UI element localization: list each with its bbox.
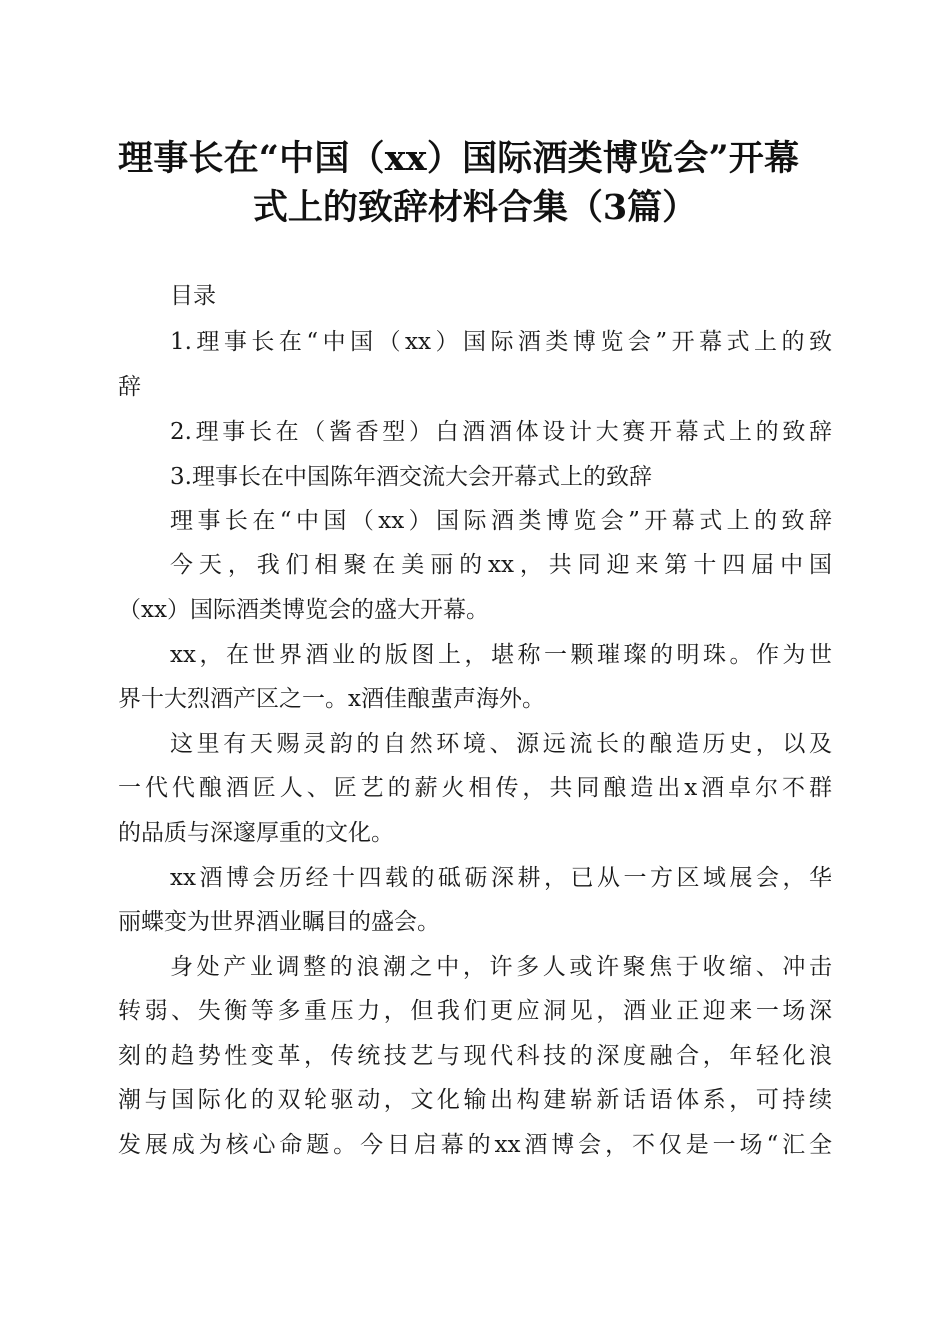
paragraph-line: 转弱、失衡等多重压力，但我们更应洞见，酒业正迎来一场深 [118, 998, 832, 1024]
toc-heading: 目录 [170, 283, 216, 309]
paragraph-line: （xx）国际酒类博览会的盛大开幕。 [118, 597, 489, 623]
toc-item-1: 1.理事长在“中国（xx）国际酒类博览会”开幕式上的致 [170, 329, 832, 355]
paragraph-line: xx，在世界酒业的版图上，堪称一颗璀璨的明珠。作为世 [170, 642, 832, 668]
document-title-line-1: 理事长在“中国（xx）国际酒类博览会”开幕 [118, 138, 800, 179]
paragraph-line: 今天，我们相聚在美丽的xx，共同迎来第十四届中国 [170, 552, 832, 578]
paragraph-line: 刻的趋势性变革，传统技艺与现代科技的深度融合，年轻化浪 [118, 1043, 832, 1069]
paragraph-line: 潮与国际化的双轮驱动，文化输出构建崭新话语体系，可持续 [118, 1087, 832, 1113]
paragraph-line: 界十大烈酒产区之一。x酒佳酿蜚声海外。 [118, 686, 545, 712]
paragraph-line: 身处产业调整的浪潮之中，许多人或许聚焦于收缩、冲击 [170, 954, 832, 980]
paragraph-line: 发展成为核心命题。今日启幕的xx酒博会，不仅是一场“汇全 [118, 1132, 832, 1158]
document-title-line-2: 式上的致辞材料合集（3篇） [252, 187, 698, 228]
toc-item-1-continued: 辞 [118, 374, 141, 400]
paragraph-line: 一代代酿酒匠人、匠艺的薪火相传，共同酿造出x酒卓尔不群 [118, 775, 832, 801]
paragraph-line: 的品质与深邃厚重的文化。 [118, 820, 394, 846]
toc-item-2: 2.理事长在（酱香型）白酒酒体设计大赛开幕式上的致辞 [170, 419, 832, 445]
paragraph-line: 丽蝶变为世界酒业瞩目的盛会。 [118, 909, 440, 935]
paragraph-line: xx酒博会历经十四载的砥砺深耕，已从一方区域展会，华 [170, 865, 832, 891]
section-heading: 理事长在“中国（xx）国际酒类博览会”开幕式上的致辞 [170, 508, 832, 534]
paragraph-line: 这里有天赐灵韵的自然环境、源远流长的酿造历史，以及 [170, 731, 832, 757]
toc-item-3: 3.理事长在中国陈年酒交流大会开幕式上的致辞 [170, 464, 652, 490]
